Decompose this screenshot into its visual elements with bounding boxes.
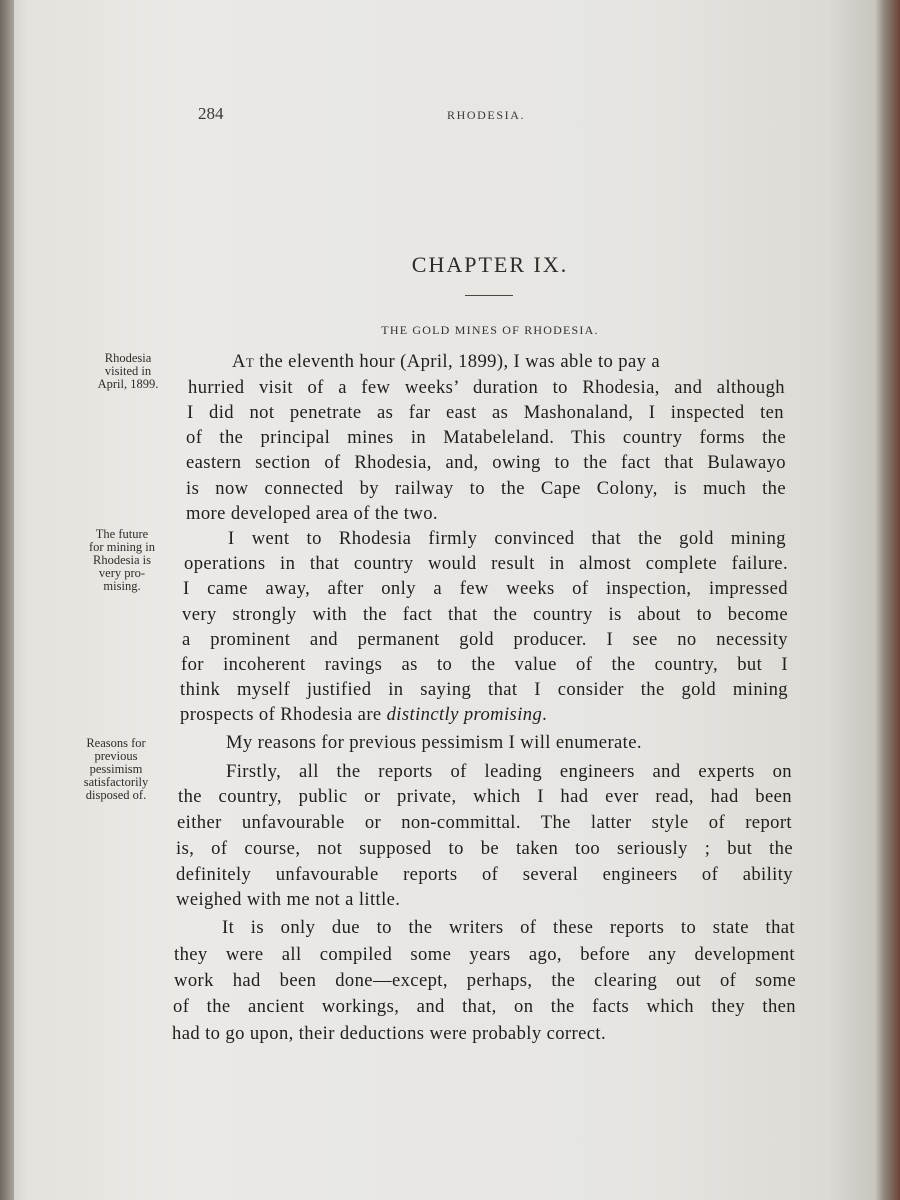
sidenote-line: disposed of.: [85, 788, 147, 802]
sidenote-line: The future: [95, 527, 149, 541]
chapter-divider: [465, 295, 513, 296]
body-line: eastern section of Rhodesia, and, owing to the fact that Bulawayo: [186, 452, 786, 473]
body-line: the country, public or private, which I had ever read, had been: [178, 786, 792, 807]
sidenote-line: visited in: [104, 364, 152, 378]
chapter-title: CHAPTER IX.: [411, 252, 569, 277]
sidenote-line: pessimism: [89, 762, 143, 776]
sidenote-line: satisfactorily: [83, 775, 149, 789]
body-line: [180, 704, 547, 726]
sidenote-line: April, 1899.: [97, 377, 159, 391]
body-line-end: .: [542, 704, 548, 725]
sidenote-line: Rhodesia: [104, 351, 152, 365]
body-line: I did not penetrate as far east as Mashonaland, I inspected ten: [187, 402, 784, 423]
body-line: for incoherent ravings as to the value of the country, but I: [181, 654, 788, 675]
body-line: think myself justified in saying that I consider the gold mining: [180, 679, 788, 700]
body-line: It is only due to the writers of these reports to state that: [222, 917, 795, 938]
body-line: either unfavourable or non-committal. The latter style of report: [177, 812, 792, 833]
body-line: I went to Rhodesia firmly convinced that the gold mining: [228, 528, 786, 549]
page-number: 284: [198, 104, 224, 123]
page-edge: [874, 0, 900, 1200]
sidenote-line: Reasons for: [86, 736, 146, 750]
body-line: My reasons for previous pessimism I will enumerate.: [226, 732, 642, 753]
body-line: of the principal mines in Matabeleland. This country forms the: [186, 427, 786, 448]
body-line: they were all compiled some years ago, before any development: [174, 944, 795, 965]
body-line: more developed area of the two.: [186, 503, 438, 524]
body-line: of the ancient workings, and that, on the facts which they then: [173, 996, 796, 1017]
body-line: weighed with me not a little.: [176, 889, 401, 910]
body-line: very strongly with the fact that the country is about to become: [182, 604, 788, 625]
drop-word: At: [232, 351, 255, 372]
body-line-text: prospects of Rhodesia are: [180, 704, 387, 725]
emphasis-text: distinctly promising: [386, 704, 543, 725]
body-line: work had been done—except, perhaps, the clearing out of some: [174, 970, 796, 991]
sidenote-line: for mining in: [89, 540, 155, 554]
section-title: THE GOLD MINES OF RHODESIA.: [381, 323, 599, 337]
body-line: is now connected by railway to the Cape Colony, is much the: [186, 478, 786, 499]
running-head-title: RHODESIA.: [447, 108, 526, 122]
body-line: hurried visit of a few weeks’ duration to Rhodesia, and although: [188, 377, 785, 398]
sidenote-line: Rhodesia is: [93, 553, 151, 567]
sidenote-line: very pro-: [98, 566, 146, 580]
sidenote-visit: [78, 352, 178, 391]
body-line-text: the eleventh hour (April, 1899), I was able to pay a: [254, 351, 661, 372]
body-line: had to go upon, their deductions were probably correct.: [172, 1023, 607, 1044]
body-line: is, of course, not supposed to be taken too seriously ; but the: [176, 838, 793, 859]
body-line: operations in that country would result in almost complete failure.: [184, 553, 788, 574]
book-binding: [0, 0, 14, 1200]
sidenote-reasons: [66, 737, 166, 802]
body-line: I came away, after only a few weeks of inspection, impressed: [183, 578, 788, 599]
sidenote-line: mising.: [103, 579, 141, 593]
sidenote-line: previous: [94, 749, 138, 763]
sidenote-future: [72, 528, 172, 593]
body-line: Firstly, all the reports of leading engineers and experts on: [226, 761, 792, 782]
body-line: definitely unfavourable reports of several engineers of ability: [176, 864, 793, 885]
body-line: [232, 351, 786, 373]
running-head: [0, 104, 900, 128]
body-line: a prominent and permanent gold producer. I see no necessity: [182, 629, 788, 650]
